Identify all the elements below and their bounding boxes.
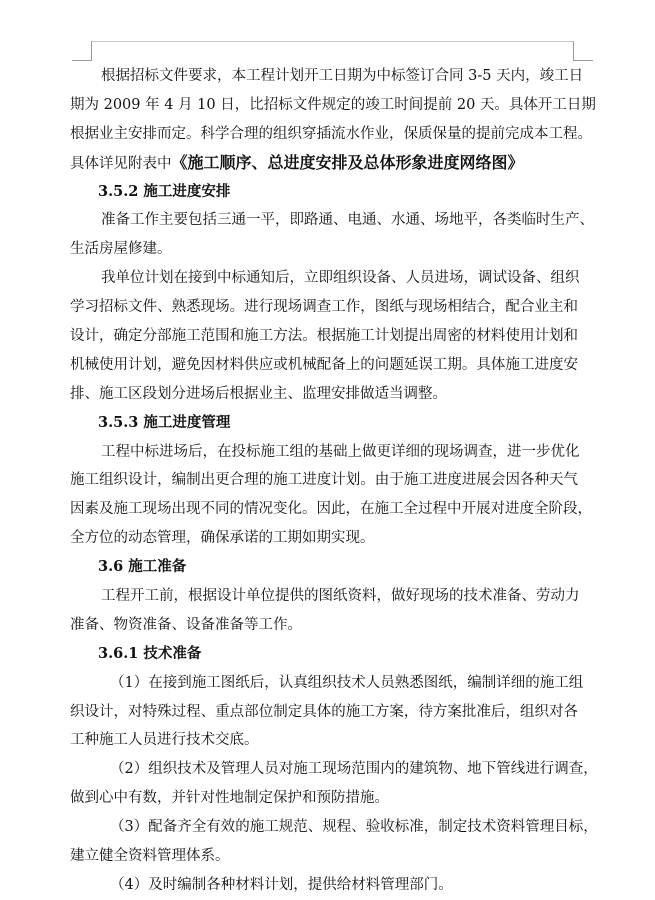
document-page [70, 62, 598, 900]
text-line: 生活房屋修建。 [70, 241, 172, 258]
text-line: 我单位计划在接到中标通知后，立即组织设备、人员进场，调试设备、组织 [101, 270, 580, 287]
page-top-edge [92, 41, 573, 42]
paragraph-tech-prep-2 [70, 755, 598, 813]
paragraph-schedule-management [70, 438, 592, 554]
text-line: 全方位的动态管理，确保承诺的工期如期实现。 [70, 530, 375, 547]
paragraph-tech-prep-3 [70, 813, 598, 871]
text-line: 工程开工前，根据设计单位提供的图纸资料，做好现场的技术准备、劳动力 [101, 588, 580, 605]
reference-prefix: 具体详见附表中 [70, 155, 172, 172]
text-line: 机械使用计划，避免因材料供应或机械配备上的问题延误工期。具体施工进度安 [70, 356, 578, 373]
reference-title: 《施工顺序、总进度安排及总体形象进度网络图》 [171, 152, 524, 172]
crop-mark-top-right-horizontal [573, 60, 593, 61]
text-line: （1）在接到施工图纸后，认真组织技术人员熟悉图纸，编制详细的施工组 [110, 674, 584, 691]
text-line: 做到心中有数，并针对性地制定保护和预防措施。 [70, 790, 389, 807]
section-heading-3-6-1: 3.6.1 技术准备 [98, 644, 202, 662]
text-line: 准备、物资准备、设备准备等工作。 [70, 616, 302, 633]
paragraph-schedule-plan [70, 264, 578, 408]
text-line: 学习招标文件、熟悉现场。进行现场调查工作，图纸与现场相结合，配合业主和 [70, 299, 578, 316]
paragraph-prep-work [70, 206, 594, 264]
section-heading-3-5-3: 3.5.3 施工进度管理 [98, 413, 231, 431]
text-line: 建立健全资料管理体系。 [70, 848, 230, 865]
text-line: 期为 2009 年 4 月 10 日，比招标文件规定的竣工时间提前 20 天。具体开工日期 [70, 96, 596, 113]
paragraph-construction-prep [70, 582, 578, 640]
crop-mark-top-left-horizontal [72, 60, 92, 61]
text-line: 工程中标进场后，在投标施工组的基础上做更详细的现场调查，进一步优化 [101, 443, 580, 460]
text-line: （2）组织技术及管理人员对施工现场范围内的建筑物、地下管线进行调查， [110, 761, 598, 778]
section-heading-3-5-2: 3.5.2 施工进度安排 [98, 182, 231, 200]
paragraph-tech-prep-1 [70, 669, 584, 756]
text-line: 织设计，对特殊过程、重点部位制定具体的施工方案，待方案批准后，组织对各 [70, 703, 578, 720]
text-line: 施工组织设计，编制出更合理的施工进度计划。由于施工进度进展会因各种天气 [70, 472, 578, 489]
text-line: 设计，确定分部施工范围和施工方法。根据施工计划提出周密的材料使用计划和 [70, 328, 578, 345]
crop-mark-top-left-vertical [91, 41, 92, 61]
text-line-reference [70, 149, 578, 178]
text-line: 工种施工人员进行技术交底。 [70, 732, 259, 749]
text-line: 因素及施工现场出现不同的情况变化。因此，在施工全过程中开展对进度全阶段， [70, 501, 592, 518]
text-line: 排、施工区段划分进场后根据业主、监理安排做适当调整。 [70, 385, 447, 402]
text-line: 根据招标文件要求，本工程计划开工日期为中标签订合同 3-5 天内，竣工日 [101, 68, 584, 84]
crop-mark-top-right-vertical [573, 41, 574, 61]
paragraph-tech-prep-4 [70, 871, 578, 900]
section-heading-3-6: 3.6 施工准备 [98, 558, 187, 576]
text-line: 根据业主安排而定。科学合理的组织穿插流水作业，保质保量的提前完成本工程。 [70, 125, 592, 142]
text-line: （4）及时编制各种材料计划，提供给材料管理部门。 [110, 876, 453, 893]
text-line: 准备工作主要包括三通一平，即路通、电通、水通、场地平，各类临时生产、 [101, 212, 594, 229]
paragraph-intro [70, 62, 596, 178]
text-line: （3）配备齐全有效的施工规范、规程、验收标准，制定技术资料管理目标， [110, 819, 598, 836]
